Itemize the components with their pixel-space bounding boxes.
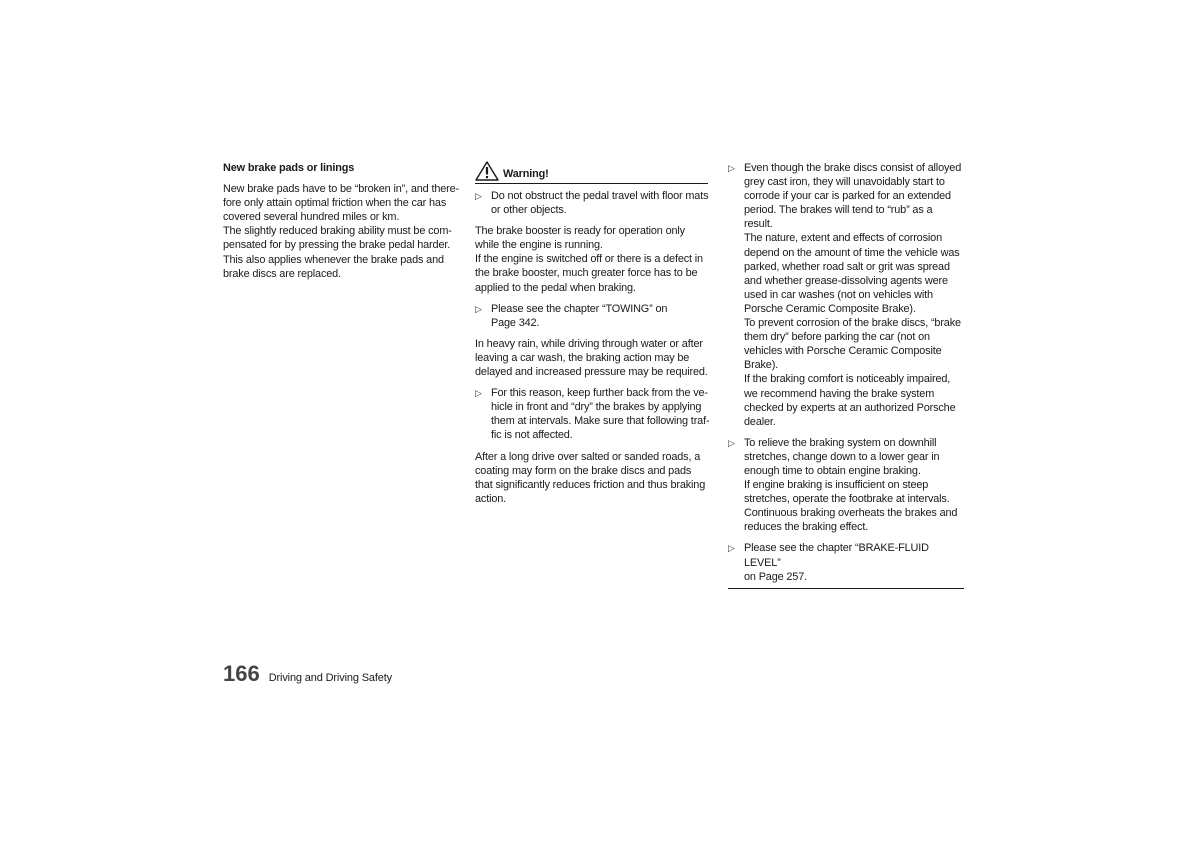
text-line: enough time to obtain engine braking. xyxy=(744,464,921,477)
text-line: pensated for by pressing the brake pedal harder. xyxy=(223,239,451,252)
text-line: After a long drive over salted or sanded roads, a xyxy=(475,450,701,463)
text-line: fic is not affected. xyxy=(491,429,573,442)
paragraph-heavy-rain xyxy=(475,337,715,379)
triangle-bullet-icon: ▷ xyxy=(475,191,482,201)
triangle-bullet-icon: ▷ xyxy=(728,163,735,173)
text-line: we recommend having the brake system xyxy=(744,387,935,400)
text-line: New brake pads have to be “broken in”, and there- xyxy=(223,183,460,196)
paragraph-brake-booster xyxy=(475,224,715,294)
text-line: result. xyxy=(744,218,773,231)
column-right xyxy=(728,161,968,589)
text-line: delayed and increased pressure may be required. xyxy=(475,366,708,379)
text-line: reduces the braking effect. xyxy=(744,521,869,534)
text-line: the brake booster, much greater force has to be xyxy=(475,267,698,280)
page-footer xyxy=(223,662,392,686)
text-line: action. xyxy=(475,492,507,505)
text-line: covered several hundred miles or km. xyxy=(223,211,400,224)
bullet-item xyxy=(728,161,968,429)
text-line: coating may form on the brake discs and pads xyxy=(475,464,692,477)
column-left xyxy=(223,161,463,288)
text-line: corrode if your car is parked for an extended xyxy=(744,190,951,203)
text-line: leaving a car wash, the braking action may be xyxy=(475,351,690,364)
text-line: while the engine is running. xyxy=(475,239,603,252)
triangle-bullet-icon: ▷ xyxy=(728,543,735,554)
text-line: used in car washes (not on vehicles with xyxy=(744,288,933,301)
warning-label: Warning! xyxy=(503,167,549,180)
bullet-item xyxy=(475,189,715,217)
section-heading: New brake pads or linings xyxy=(223,162,355,174)
triangle-bullet-icon: ▷ xyxy=(475,303,482,314)
text-line: To relieve the braking system on downhill xyxy=(744,436,937,449)
text-line: stretches, operate the footbrake at intervals. xyxy=(744,493,950,506)
paragraph-salted-roads xyxy=(475,450,715,506)
text-line: depend on the amount of time the vehicle was xyxy=(744,246,960,259)
text-line: and whether grease-dissolving agents were xyxy=(744,274,948,287)
text-line: The nature, extent and effects of corrosion xyxy=(744,232,942,245)
text-line: dealer. xyxy=(744,415,776,428)
text-line: If engine braking is insufficient on steep xyxy=(744,479,929,492)
text-line: fore only attain optimal friction when the car has xyxy=(223,197,447,210)
text-line: Continuous braking overheats the brakes and xyxy=(744,507,958,520)
bullet-item xyxy=(475,302,715,330)
text-line: that significantly reduces friction and thus braking xyxy=(475,478,706,491)
text-line: grey cast iron, they will unavoidably start to xyxy=(744,176,945,189)
text-line: The slightly reduced braking ability must be com- xyxy=(223,225,452,238)
text-line: hicle in front and “dry” the brakes by applying xyxy=(491,401,702,414)
bullet-item xyxy=(728,541,968,583)
triangle-bullet-icon: ▷ xyxy=(728,437,735,448)
text-line: or other objects. xyxy=(491,204,567,217)
text-line: vehicles with Porsche Ceramic Composite xyxy=(744,345,942,358)
text-line: period. The brakes will tend to “rub” as a xyxy=(744,204,933,217)
column-middle xyxy=(475,161,715,513)
footer-section-title: Driving and Driving Safety xyxy=(268,672,392,684)
bullet-item xyxy=(475,386,715,442)
text-line: Porsche Ceramic Composite Brake). xyxy=(744,302,916,315)
triangle-bullet-icon: ▷ xyxy=(475,388,482,399)
text-line: For this reason, keep further back from the ve- xyxy=(491,387,708,400)
text-line: To prevent corrosion of the brake discs, “brake xyxy=(744,317,961,330)
bullet-item xyxy=(728,436,968,535)
text-line: applied to the pedal when braking. xyxy=(475,281,636,294)
text-line: them at intervals. Make sure that following traf- xyxy=(491,415,710,428)
warning-triangle-icon xyxy=(475,161,499,181)
text-line: The brake booster is ready for operation only xyxy=(475,225,685,238)
text-line: If the braking comfort is noticeably impaired, xyxy=(744,373,951,386)
text-line: Brake). xyxy=(744,359,779,372)
text-line: them dry” before parking the car (not on xyxy=(744,331,930,344)
text-line: parked, whether road salt or grit was spread xyxy=(744,260,950,273)
text-line: In heavy rain, while driving through water or after xyxy=(475,337,703,350)
text-line: brake discs are replaced. xyxy=(223,267,341,280)
paragraph-brake-pads xyxy=(223,182,463,281)
text-line: Please see the chapter “TOWING” on xyxy=(491,302,668,315)
page-number: 166 xyxy=(223,661,260,686)
text-line: This also applies whenever the brake pads and xyxy=(223,253,444,266)
text-line: Even though the brake discs consist of alloyed xyxy=(744,162,962,174)
text-line: stretches, change down to a lower gear in xyxy=(744,450,940,463)
text-line: Page 342. xyxy=(491,316,540,329)
text-line: Please see the chapter “BRAKE-FLUID LEVEL” xyxy=(744,542,929,569)
text-line: on Page 257. xyxy=(744,570,807,583)
text-line: Do not obstruct the pedal travel with floor mats xyxy=(491,190,709,202)
section-end-divider xyxy=(728,588,964,589)
warning-header xyxy=(475,161,708,184)
text-line: If the engine is switched off or there is a defect in xyxy=(475,253,703,266)
text-line: checked by experts at an authorized Porsche xyxy=(744,401,956,414)
